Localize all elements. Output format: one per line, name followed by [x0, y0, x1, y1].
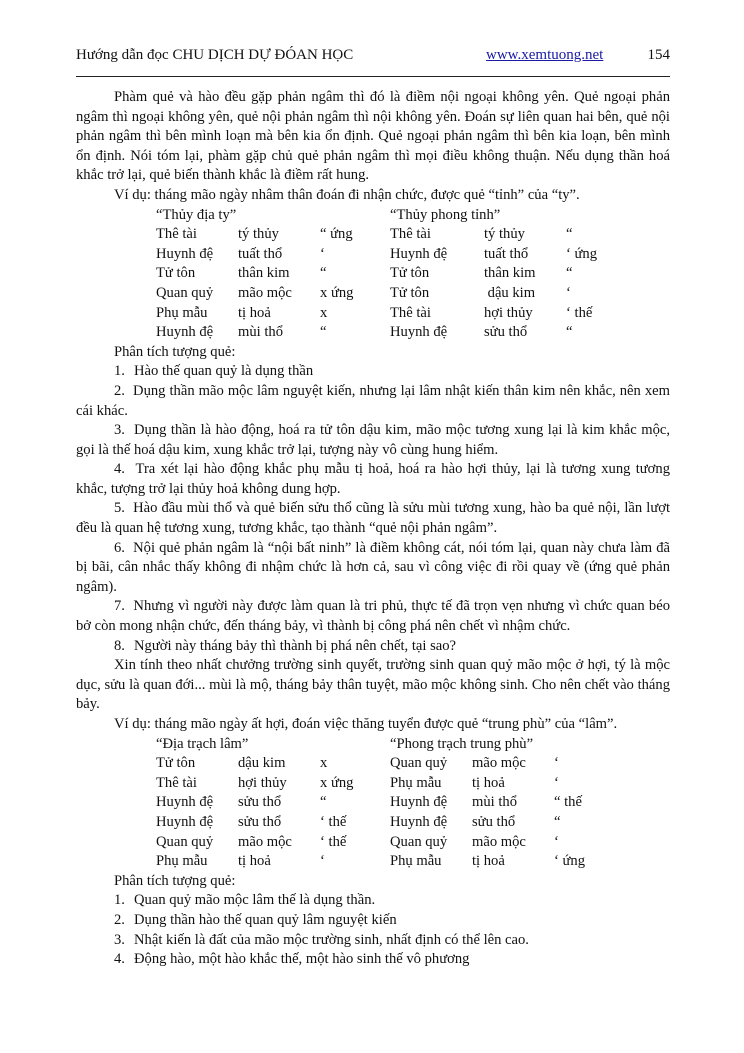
table-row: [156, 793, 614, 813]
example1-hexagram-table: [156, 206, 626, 343]
analysis-item: 1. Quan quỷ mão mộc lâm thế là dụng thần.: [114, 892, 376, 909]
table-cell: Thê tài: [390, 226, 431, 243]
table-cell: ‘: [554, 774, 559, 791]
intro-paragraph: Phàm quẻ và hào đều gặp phản ngâm thì đó là điềm nội ngoại không yên. Quẻ ngoại phản ngâm thì ngoại không yên, quẻ nội phản ngâm thì nội không yên. Đoán sự liên quan hai bên, quẻ nội phản ngâm thì bên mình loạn mà bên kia ổn định. Quẻ ngoại phản ngâm thì bên kia loạn, bên mình ổn định. Nói tóm lại, phàm gặp chủ quẻ phản ngâm thì mọi điều không thuận. Nếu dụng thần hoá khắc trở lại, quẻ biến thành khắc là điềm rất hung.: [76, 89, 670, 184]
table-cell: tị hoả: [472, 774, 505, 791]
table-row: [156, 774, 614, 794]
table-cell: Huynh đệ: [156, 813, 214, 830]
left-hexagram-title: “Địa trạch lâm”: [156, 735, 249, 752]
table-cell: Huynh đệ: [390, 794, 448, 811]
table-cell: ‘ ứng: [566, 245, 598, 262]
analysis-item: 3. Nhật kiến là đất của mão mộc trường sinh, nhất định có thể lên cao.: [114, 931, 529, 948]
example1-intro: Ví dụ: tháng mão ngày nhâm thân đoán đi nhận chức, được quẻ “tỉnh” của “ty”.: [114, 186, 580, 203]
table-cell: sửu thổ: [472, 813, 516, 830]
table-cell: tuất thổ: [238, 245, 283, 262]
table-cell: Thê tài: [156, 226, 197, 243]
table-cell: “: [320, 794, 327, 811]
table-cell: Huynh đệ: [156, 324, 214, 341]
analysis-item: 1. Hào thế quan quỷ là dụng thần: [114, 363, 314, 380]
table-cell: sửu thổ: [238, 813, 282, 830]
left-hexagram-title: “Thủy địa ty”: [156, 206, 237, 223]
table-row: [156, 264, 626, 284]
table-cell: Huynh đệ: [156, 245, 214, 262]
table-cell: tý thủy: [238, 226, 279, 243]
table-cell: sửu thổ: [484, 324, 528, 341]
table-cell: “: [566, 265, 573, 282]
table-cell: Phụ mẫu: [390, 774, 442, 791]
table-row: [156, 833, 614, 853]
analysis-item: 7. Nhưng vì người này được làm quan là tri phủ, thực tế đã trọn vẹn nhưng vì chức quan béo bở còn mong nhận chức, đến tháng bảy, vì thành bị công phá nên chết vì nhậm chức.: [76, 598, 671, 635]
table-cell: x: [320, 755, 328, 772]
table-cell: x ứng: [320, 284, 354, 301]
table-cell: Phụ mẫu: [156, 853, 208, 870]
table-cell: Quan quỷ: [156, 284, 214, 301]
table-cell: Quan quỷ: [390, 833, 448, 850]
table-cell: ‘: [566, 284, 571, 301]
analysis-item: 6. Nội quẻ phản ngâm là “nội bất ninh” là điềm không cát, nói tóm lại, quan này chưa làm đã bị bãi, cân nhắc thấy không đi nhậm chức là hơn cả, sau vì công việc đi rồi quay về (ứng quẻ phản ngâm).: [76, 539, 671, 595]
table-cell: Tử tôn: [156, 755, 196, 772]
table-cell: ‘ thế: [320, 813, 347, 830]
header-divider: [76, 76, 670, 77]
table-cell: Tử tôn: [156, 265, 196, 282]
table-cell: Tử tôn: [390, 265, 430, 282]
table-cell: “: [566, 226, 573, 243]
table-cell: mùi thổ: [238, 324, 283, 341]
example2-intro: Ví dụ: tháng mão ngày ất hợi, đoán việc thăng tuyển được quẻ “trung phù” của “lâm”.: [114, 716, 618, 732]
example1-analysis-heading: Phân tích tượng quẻ:: [114, 343, 236, 360]
table-cell: Huynh đệ: [390, 245, 448, 262]
analysis-item: 4. Tra xét lại hào động khắc phụ mẫu tị hoả, hoá ra hào hợi thủy, lại là tương xung tương khắc, tượng trở lại thủy hoả không dung hợp.: [76, 461, 670, 497]
table-cell: x: [320, 304, 328, 321]
table-cell: thân kim: [238, 265, 290, 282]
table-cell: hợi thủy: [484, 304, 533, 321]
table-cell: ‘: [320, 853, 325, 870]
table-cell: ‘: [320, 245, 325, 262]
table-cell: “: [320, 265, 327, 282]
page-body: [76, 88, 670, 970]
table-cell: dậu kim: [484, 284, 536, 301]
table-row: [156, 852, 614, 872]
table-cell: Thê tài: [390, 304, 431, 321]
table-cell: thân kim: [484, 265, 536, 282]
analysis-item: 5. Hào đầu mùi thổ và quẻ biến sửu thổ cũng là sửu mùi tương xung, hào ba quẻ nội, lần lượt đều là quan hệ tương xung, tương khắc, tạo thành “quẻ nội phản ngâm”.: [76, 500, 671, 537]
table-cell: “ ứng: [320, 226, 353, 243]
table-cell: Huynh đệ: [390, 813, 448, 830]
analysis-item: 2. Dụng thần hào thế quan quỷ lâm nguyệt kiến: [114, 911, 397, 928]
table-cell: “: [566, 324, 573, 341]
table-cell: mùi thổ: [472, 794, 517, 811]
book-title: Hướng dẫn đọc CHU DỊCH DỰ ĐÓAN HỌC: [76, 47, 354, 63]
table-cell: hợi thủy: [238, 774, 287, 791]
table-cell: Quan quỷ: [156, 833, 214, 850]
hexagram-titles: [156, 206, 626, 226]
page-number: 154: [647, 47, 670, 63]
table-row: [156, 225, 626, 245]
table-cell: Huynh đệ: [390, 324, 448, 341]
table-cell: “: [320, 324, 327, 341]
table-cell: ‘: [554, 755, 559, 772]
table-cell: Phụ mẫu: [156, 304, 208, 321]
right-hexagram-title: “Phong trạch trung phù”: [390, 735, 534, 752]
table-cell: tị hoả: [238, 853, 271, 870]
table-cell: ‘ thế: [320, 833, 347, 850]
table-cell: tị hoả: [472, 853, 505, 870]
table-cell: mão mộc: [472, 755, 526, 772]
example2-analysis-heading: Phân tích tượng quẻ:: [114, 872, 236, 889]
table-cell: Huynh đệ: [156, 794, 214, 811]
table-cell: ‘ thế: [566, 304, 593, 321]
table-row: [156, 754, 614, 774]
table-cell: Phụ mẫu: [390, 853, 442, 870]
table-cell: tuất thổ: [484, 245, 529, 262]
table-cell: Quan quỷ: [390, 755, 448, 772]
explanation-paragraph: Xin tính theo nhất chưởng trường sinh quyết, trường sinh quan quỷ mão mộc ở hợi, tý là mộc dục, sửu là quan đới... mùi là mộ, tháng bảy thân tuyệt, mão mộc không sinh. Cho nên chết vào tháng bảy.: [76, 657, 670, 713]
table-cell: mão mộc: [238, 284, 292, 301]
table-cell: tý thủy: [484, 226, 525, 243]
table-cell: sửu thổ: [238, 794, 282, 811]
table-row: [156, 304, 626, 324]
page-header: [76, 45, 670, 67]
table-cell: “ thế: [554, 794, 582, 811]
table-row: [156, 284, 626, 304]
table-cell: “: [554, 813, 561, 830]
table-cell: Tử tôn: [390, 284, 430, 301]
example2-hexagram-table: [156, 735, 614, 872]
analysis-item: 8. Người này tháng bảy thì thành bị phá nên chết, tại sao?: [114, 637, 457, 654]
table-cell: mão mộc: [472, 833, 526, 850]
table-row: [156, 323, 626, 343]
analysis-item: 3. Dụng thần là hào động, hoá ra tử tôn dậu kim, mão mộc tương xung lại là kim khắc mộc, gọi là thế hoá dậu kim, xung khắc trở lại, tượng này vô cùng hung hiểm.: [76, 422, 671, 458]
table-cell: tị hoả: [238, 304, 271, 321]
table-cell: ‘ ứng: [554, 853, 586, 870]
table-cell: x ứng: [320, 774, 354, 791]
analysis-item: 4. Động hào, một hào khắc thế, một hào sinh thế vô phương: [114, 951, 470, 968]
table-cell: Thê tài: [156, 774, 197, 791]
table-row: [156, 245, 626, 265]
table-cell: mão mộc: [238, 833, 292, 850]
table-row: [156, 813, 614, 833]
table-cell: dậu kim: [238, 755, 286, 772]
table-cell: ‘: [554, 833, 559, 850]
right-hexagram-title: “Thủy phong tỉnh”: [390, 206, 501, 223]
analysis-item: 2. Dụng thần mão mộc lâm nguyệt kiến, nhưng lại lâm nhật kiến thân kim nên khắc, nên xem cái khác.: [76, 382, 670, 419]
website-link[interactable]: www.xemtuong.net: [486, 47, 604, 63]
hexagram-titles: [156, 735, 614, 755]
